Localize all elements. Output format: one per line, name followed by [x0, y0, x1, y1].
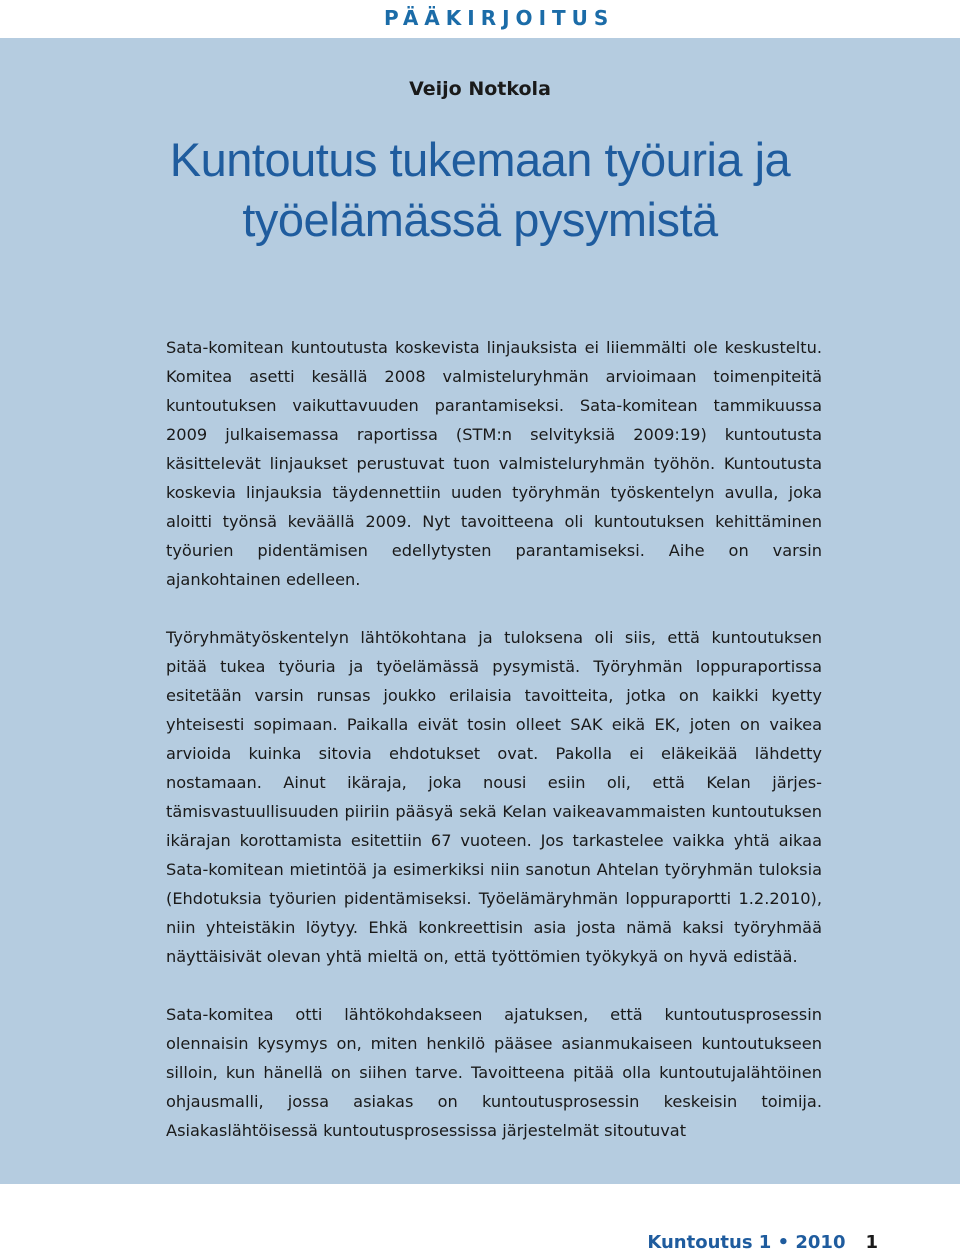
article-body	[166, 333, 822, 1174]
article-paragraph: Työryhmätyöskentelyn lähtökohtana ja tuloksena oli siis, että kuntoutuksen pitää tukea työuria ja työelämässä pysymistä. Työryhmän loppuraportissa esitetään varsin runsas joukko erilaisia tavoitteita, jotka on kaikki kyetty yhteisesti sopimaan. Paikalla eivät tosin olleet SAK eikä EK, joten on vaikea arvioida kuinka sitovia ehdotukset ovat. Pakolla ei eläkeikää lähdetty nostamaan. Ainut ikäraja, joka nousi esiin oli, että Kelan järjestämisvastuullisuuden piiriin pääsyä sekä Kelan vaikeavammaisten kuntoutuksen ikärajan korottamista esitettiin 67 vuoteen. Jos tarkastelee vaikka yhtä aikaa Sata-komitean mietintöä ja esimerkiksi niin sanotun Ahtelan työryhmän tuloksia (Ehdotuksia työurien pidentämiseksi. Työelämäryhmän loppuraportti 1.2.2010), niin yhteistäkin löytyy. Ehkä konkreettisin asia josta nämä kaksi työryhmää näyttäisivät olevan yhtä mieltä on, että työttömien työkykyä on hyvä edistää.	[166, 628, 822, 966]
article-title-line-2: työelämässä pysymistä	[242, 193, 718, 246]
page-footer	[647, 1232, 878, 1253]
publication-issue: Kuntoutus 1 • 2010	[647, 1232, 846, 1253]
article-paragraph: Sata-komitean kuntoutusta koskevista linjauksista ei liiemmälti ole keskusteltu. Komitea asetti kesällä 2008 valmisteluryhmän arvioimaan toimenpiteitä kuntoutuksen vaikuttavuuden parantamiseksi. Sata-komitean tammikuussa 2009 julkaisemassa raportissa (STM:n selvityksiä 2009:19) kuntoutusta käsittelevät linjaukset perustuvat tuon valmisteluryhmän työhön. Kuntoutusta koskevia linjauksia täydennettiin uuden työryhmän työskentelyn avulla, joka aloitti työnsä keväällä 2009. Nyt tavoitteena oli kuntoutuksen kehittäminen työurien pidentämisen edellytysten parantamiseksi. Aihe on varsin ajankohtainen edelleen.	[166, 338, 822, 589]
page-number: 1	[865, 1232, 878, 1253]
article-title	[0, 130, 960, 250]
article-author: Veijo Notkola	[409, 78, 551, 100]
article-paragraph: Sata-komitea otti lähtökohdakseen ajatuksen, että kuntoutusprosessin olennaisin kysymys on, miten henkilö pääsee asianmukaiseen kuntoutukseen silloin, kun hänellä on siihen tarve. Tavoitteena pitää olla kuntoutujalähtöinen ohjausmalli, jossa asiakas on kuntoutusprosessin keskeisin toimija. Asiakaslähtöisessä kuntoutusprosessissa järjestelmät sitoutuvat	[166, 1005, 822, 1140]
article-title-line-1: Kuntoutus tukemaan työuria ja	[169, 133, 791, 186]
section-header	[0, 0, 960, 38]
section-label: PÄÄKIRJOITUS	[384, 6, 615, 30]
